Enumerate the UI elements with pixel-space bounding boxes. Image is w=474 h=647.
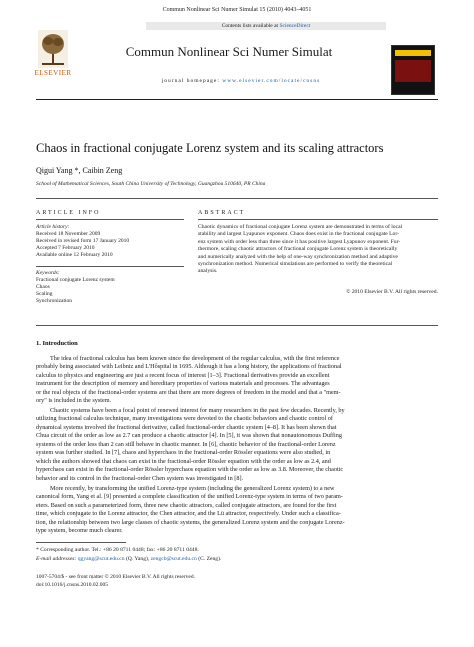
body-line: systems of the order less than 2 can still behave in chaotic manner. In [6], chaotic behavior of the fractional-order Lorenz — [36, 440, 336, 448]
body-line: utilizing fractional calculus technique, many investigations were devoted to the chaotic behaviors and chaotic control of — [36, 415, 333, 423]
history-online: Available online 12 February 2010 — [36, 252, 113, 258]
abstract-line: synchronization method. Numerical simulations are performed to verify the theoretical — [198, 261, 393, 268]
keyword-item: Chaos — [36, 284, 50, 290]
email-link-zeng[interactable]: zengcb@scut.edu.cn — [150, 556, 197, 562]
body-line: Chaotic systems have been a focal point of renewed interest for many researchers in the past few decades. Recently, by — [50, 407, 345, 414]
homepage-link[interactable]: www.elsevier.com/locate/cnsns — [222, 78, 321, 84]
running-header: Commun Nonlinear Sci Numer Simulat 15 (2010) 4043–4051 — [162, 7, 312, 13]
article-history — [36, 224, 129, 259]
abstract-label: ABSTRACT — [198, 210, 246, 216]
email-link-yang[interactable]: qgyang@scut.edu.cn — [77, 556, 125, 562]
keywords-rule — [36, 266, 184, 267]
article-info-rule — [36, 219, 184, 220]
elsevier-tree-logo — [38, 30, 68, 68]
body-line: More recently, by transforming the unified Lorenz-type system (including the generalized Lorenz system) to a new — [50, 485, 335, 492]
keyword-item: Synchronization — [36, 298, 73, 304]
email-mid: (Q. Yang), — [124, 556, 151, 562]
body-line: which the authors showed that chaos can exist in the fractional-order Rössler equation with the order as low as 2.4, and — [36, 457, 331, 465]
sciencedirect-link[interactable]: ScienceDirect — [279, 23, 311, 29]
article-info-label: ARTICLE INFO — [36, 210, 101, 216]
journal-cover-image — [391, 45, 435, 95]
body-line: time, which conjugate to the Lorenz attractor, the Chen attractor, and the Lü attractor, respectively. Under such a classifica- — [36, 510, 341, 518]
history-revised: Received in revised form 17 January 2010 — [36, 238, 130, 244]
abstract-line: enz system with order less than three since it has positive largest Lyapunov exponent. Fur- — [198, 238, 401, 245]
keyword-item: Fractional conjugate Lorenz system — [36, 277, 115, 283]
doi-line[interactable]: doi:10.1016/j.cnsns.2010.02.005 — [36, 582, 108, 588]
keywords-label: Keywords: — [36, 270, 60, 276]
footnote-rule — [36, 542, 126, 543]
abstract-line: Chaotic dynamics of fractional conjugate Lorenz system are demonstrated in terms of local — [198, 224, 403, 230]
footnote-corresponding: * Corresponding author. Tel.: +86 20 8711 0448; fax: +86 20 8711 0448. — [36, 547, 199, 553]
body-line: eters. Based on such a parameterized form, three new chaotic attractors, called conjugate attractors, are found for the first — [36, 501, 337, 509]
issn-line: 1007-5704/$ - see front matter © 2010 Elsevier B.V. All rights reserved. — [36, 574, 195, 580]
body-line: hyperchaos can exist in the fractional-order Rössler hyperchaos equation with the order as low as 3.8. Moreover, the chaotic — [36, 466, 344, 474]
intro-paragraph-3 — [36, 485, 438, 536]
homepage-prefix: journal homepage: — [161, 78, 223, 84]
header-rule — [36, 99, 438, 100]
contents-prefix: Contents lists available at — [221, 23, 280, 29]
email-suffix: (C. Zeng). — [196, 556, 222, 562]
abstract-line: analysis. — [198, 268, 218, 275]
body-line: type system, become much clearer. — [36, 527, 123, 535]
abstract-line: and numerically analyzed with the help of one-way synchronization method and adaptive — [198, 253, 398, 260]
abstract-line: stability and largest Lyapunov exponent. Chaos does exist in the fractional conjugate Lor- — [198, 231, 399, 238]
abstract-line: thermore, scaling chaotic attractors of fractional conjugate Lorenz system is theoretically — [198, 246, 398, 253]
body-line: probably being associated with Leibniz and L'Hôspital in 1695. Although it has a long history, the applications of fractional — [36, 363, 342, 371]
body-line: The idea of fractional calculus has been known since the development of the regular calculus, with the first reference — [50, 355, 340, 362]
intro-paragraph-1 — [36, 355, 438, 406]
body-line: canonical form, Yang et al. [9] presented a complete classification of the unified Lorenz-type system in terms of two param- — [36, 493, 343, 501]
journal-homepage — [96, 78, 386, 84]
authors: Qigui Yang *, Caibin Zeng — [36, 166, 123, 175]
body-line: or the real objects of the fractional-order systems are that there are more degrees of freedom in the model and that a "mem- — [36, 388, 341, 396]
body-line: Chua circuit of the order as low as 2.7 can produce a chaotic attractor [4]. In [5], it was shown that nonautonomous Duffing — [36, 432, 342, 440]
body-line: system was further studied. In [7], chaos and hyperchaos in the fractional-order Rössler equations were also studied, in — [36, 449, 331, 457]
title-rule — [36, 198, 438, 199]
body-line: instrument for the description of memory and hereditary properties of various materials and processes. The advantages — [36, 380, 330, 388]
abstract-text — [198, 224, 438, 276]
body-line: behavior and its control in the fractional-order Chen system was investigated in [8]. — [36, 474, 244, 482]
abstract-rule — [198, 219, 438, 220]
journal-title: Commun Nonlinear Sci Numer Simulat — [125, 44, 333, 59]
email-label: E-mail addresses: — [36, 556, 78, 562]
keywords — [36, 270, 115, 305]
intro-paragraph-2 — [36, 407, 438, 483]
history-accepted: Accepted 7 February 2010 — [36, 245, 95, 251]
footnote-email — [36, 556, 221, 562]
section-heading-introduction: 1. Introduction — [36, 340, 78, 347]
history-label: Article history: — [36, 224, 70, 230]
keyword-item: Scaling — [36, 291, 53, 297]
body-line: calculus to physics and engineering are just a recent focus of interest [1–3]. Fractional derivatives provide an excellent — [36, 371, 330, 379]
article-title: Chaos in fractional conjugate Lorenz system and its scaling attractors — [36, 141, 384, 155]
body-line: ory" is included in the system. — [36, 397, 112, 405]
affiliation: School of Mathematical Sciences, South China University of Technology, Guangzhou 510640, PR China — [36, 181, 266, 187]
body-line: tion, the relationship between two large classes of chaotic systems, the generalized Lorenz system and the conjugate Lorenz- — [36, 518, 345, 526]
publisher-name: ELSEVIER — [34, 69, 72, 77]
front-matter-rule — [36, 325, 438, 326]
body-line: dynamical systems involved the fractional derivative, called fractional-order chaotic system [4–8]. It has been shown that — [36, 423, 337, 431]
history-received: Received 18 November 2009 — [36, 231, 101, 237]
contents-bar — [146, 22, 386, 30]
abstract-copyright: © 2010 Elsevier B.V. All rights reserved. — [346, 289, 438, 295]
